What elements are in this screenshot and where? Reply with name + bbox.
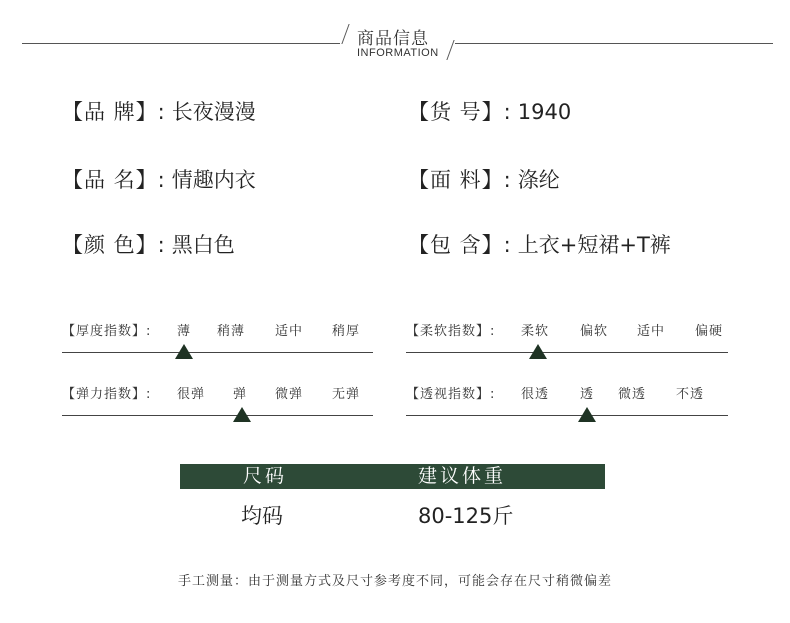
sheerness-option: 不透	[676, 387, 705, 402]
info-includes	[408, 229, 671, 259]
softness-marker	[529, 344, 547, 359]
elasticity-option: 无弹	[332, 387, 361, 402]
header-rule-right	[455, 43, 773, 44]
elasticity-label: 【弹力指数】:	[62, 387, 152, 402]
info-includes-value: 上衣+短裙+T裤	[517, 233, 671, 257]
thickness-label: 【厚度指数】:	[62, 324, 152, 339]
softness-label: 【柔软指数】:	[406, 324, 496, 339]
softness-index	[406, 320, 736, 338]
info-fabric	[408, 164, 560, 194]
sheerness-index	[406, 383, 736, 401]
elasticity-option: 很弹	[177, 387, 206, 402]
sheerness-scale-line	[406, 415, 728, 416]
size-header-weight: 建议体重	[418, 465, 507, 487]
thickness-marker	[175, 344, 193, 359]
info-includes-label: 【包 含】:	[408, 233, 512, 257]
header-slash-right	[446, 40, 454, 60]
info-fabric-label: 【面 料】:	[408, 168, 512, 192]
elasticity-marker	[233, 407, 251, 422]
softness-option: 柔软	[521, 324, 550, 339]
thickness-option: 薄	[177, 324, 192, 339]
info-brand	[62, 96, 256, 126]
info-color-value: 黑白色	[171, 233, 235, 257]
thickness-option: 适中	[275, 324, 304, 339]
elasticity-option: 微弹	[275, 387, 304, 402]
softness-option: 偏硬	[695, 324, 724, 339]
sheerness-label: 【透视指数】:	[406, 387, 496, 402]
info-brand-label: 【品 牌】:	[62, 100, 166, 124]
thickness-option: 稍薄	[217, 324, 246, 339]
softness-scale-line	[406, 352, 728, 353]
info-name-value: 情趣内衣	[171, 168, 256, 192]
info-item-no-label: 【货 号】:	[408, 100, 512, 124]
info-color-label: 【颜 色】:	[62, 233, 166, 257]
thickness-scale-line	[62, 352, 373, 353]
info-item-no	[408, 96, 571, 126]
measurement-note: 手工测量：由于测量方式及尺寸参考度不同，可能会存在尺寸稍微偏差	[177, 574, 612, 589]
softness-option: 适中	[637, 324, 666, 339]
header-title-en: INFORMATION	[357, 47, 439, 59]
info-name-label: 【品 名】:	[62, 168, 166, 192]
sheerness-option: 透	[580, 387, 595, 402]
info-brand-value: 长夜漫漫	[171, 100, 256, 124]
size-value-size: 均码	[241, 504, 283, 528]
sheerness-option: 很透	[521, 387, 550, 402]
header-slash-left	[341, 24, 349, 44]
header-rule-left	[22, 43, 340, 44]
header-title-cn: 商品信息	[357, 29, 429, 49]
size-header-size: 尺码	[243, 465, 288, 487]
thickness-index	[62, 320, 382, 338]
size-value-weight: 80-125斤	[418, 504, 514, 528]
info-fabric-value: 涤纶	[517, 168, 560, 192]
sheerness-marker	[578, 407, 596, 422]
elasticity-option: 弹	[233, 387, 248, 402]
softness-option: 偏软	[580, 324, 609, 339]
elasticity-scale-line	[62, 415, 373, 416]
info-item-no-value: 1940	[517, 100, 572, 124]
thickness-option: 稍厚	[332, 324, 361, 339]
info-name	[62, 164, 256, 194]
info-color	[62, 229, 235, 259]
sheerness-option: 微透	[618, 387, 647, 402]
elasticity-index	[62, 383, 382, 401]
